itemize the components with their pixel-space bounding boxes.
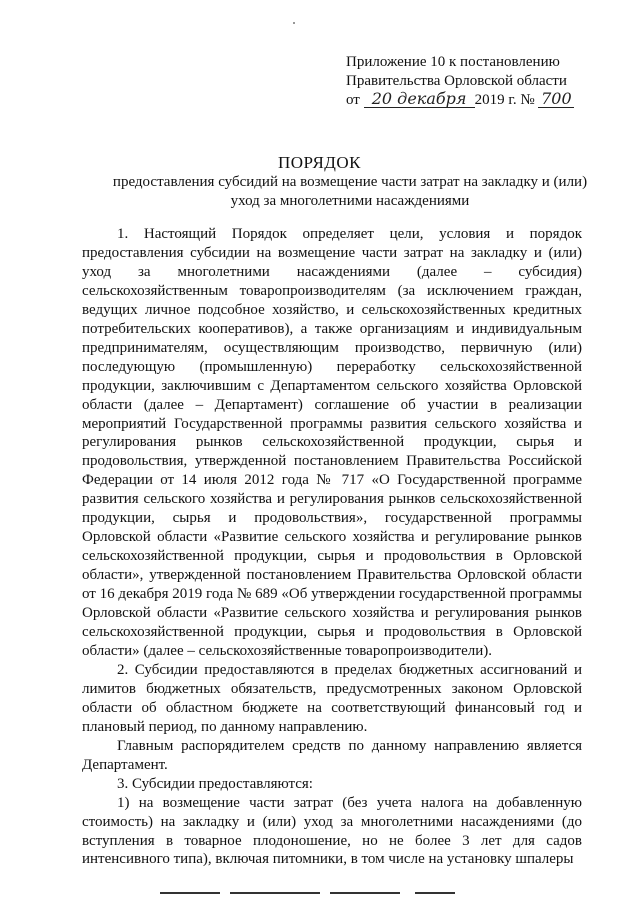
appendix-header <box>346 53 616 110</box>
paragraph-3: Главным распорядителем средств по данному направлению является Департамент. <box>82 737 582 773</box>
paragraph-1: 1. Настоящий Порядок определяет цели, условия и порядок предоставления субсидии на возмещение части затрат на закладку и (или) уход за многолетними насаждениями (далее – субсидия) сельскохозяйственным товаропроизводителям (за исключением граждан, ведущих личное подсобное хозяйство, и сельскохозяйственных кредитных потребительских кооперативов), а также организациям и индивидуальным предпринимателям, осуществляющим производство, первичную (или) последующую (промышленную) переработку сельскохозяйственной продукции, заключившим с Департаментом сельского хозяйства Орловской области (далее – Департамент) соглашение об участии в реализации мероприятий Государственной программы развития сельского хозяйства и регулирования рынков сельскохозяйственной продукции, сырья и продовольствия, утвержденной постановлением Правительства Российской Федерации от 14 июля 2012 года № 717 «О Государственной программе развития сельского хозяйства и регулирования рынков сельскохозяйственной продукции, сырья и продовольствия», государственной программы Орловской области «Развитие сельского хозяйства и регулирование рынков сельскохозяйственной продукции, сырья и продовольствия в Орловской области», утвержденной постановлением Правительства Орловской области от 16 декабря 2019 года № 689 «Об утверждении государственной программы Орловской области «Развитие сельского хозяйства и регулирования рынков сельскохозяйственной продукции, сырья и продовольствия в Орловской области» (далее – сельскохозяйственные товаропроизводители). <box>82 226 582 659</box>
scan-edge-artifact <box>0 884 639 901</box>
scan-speck <box>293 22 295 24</box>
appendix-line-3 <box>346 91 616 110</box>
appendix-line-2: Правительства Орловской области <box>346 73 567 89</box>
year-number-text: 2019 г. № <box>474 92 535 108</box>
document-subtitle: предоставления субсидий на возмещение части затрат на закладку и (или) уход за многолетними насаждениями <box>112 174 588 209</box>
handwritten-date: 20 декабря <box>364 91 475 108</box>
paragraph-4: 3. Субсидии предоставляются: <box>117 775 313 792</box>
paragraph-5: 1) на возмещение части затрат (без учета налога на добавленную стоимость) на закладку и (или) уход за многолетними насаждениями (до вступления в товарное плодоношение, но не более 3 лет для садов интенсивного типа), включая питомники, в том числе на установку шпалеры <box>82 794 582 868</box>
document-body <box>82 225 582 869</box>
date-prefix: от <box>346 92 360 108</box>
handwritten-number: 700 <box>538 91 574 108</box>
document-title: ПОРЯДОК <box>278 153 361 172</box>
appendix-line-1: Приложение 10 к постановлению <box>346 54 560 70</box>
paragraph-2: 2. Субсидии предоставляются в пределах бюджетных ассигнований и лимитов бюджетных обязательств, предусмотренных законом Орловской области об областном бюджете на соответствующий финансовый год и плановый период, по данному направлению. <box>82 661 582 735</box>
